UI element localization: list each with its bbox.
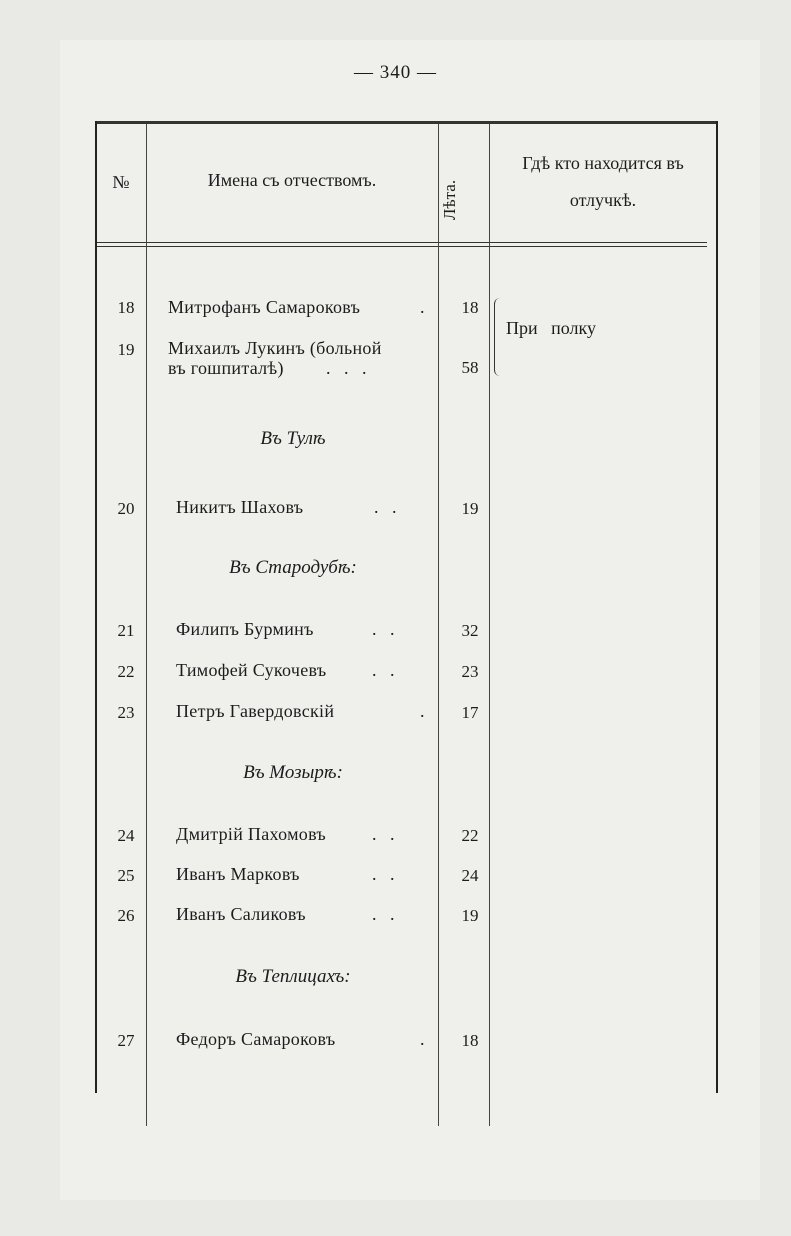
row-name: Никитъ Шаховъ bbox=[176, 497, 304, 517]
row-name: Митрофанъ Самароковъ bbox=[168, 297, 361, 317]
row-number: 23 bbox=[117, 703, 135, 722]
row-number: 25 bbox=[117, 866, 135, 885]
row-leader-dots: . bbox=[420, 701, 425, 721]
row-leader-dots: . . bbox=[372, 864, 395, 884]
row-leader-dots: . . . bbox=[326, 358, 367, 378]
row-leader-dots: . bbox=[420, 1029, 425, 1049]
table-left-border bbox=[95, 121, 97, 1093]
grouping-brace bbox=[494, 298, 505, 376]
row-number: 21 bbox=[117, 621, 135, 640]
row-number: 19 bbox=[117, 340, 135, 359]
row-age: 32 bbox=[461, 621, 479, 640]
row-name: Иванъ Марковъ bbox=[176, 864, 300, 884]
place-heading: Въ Тулѣ bbox=[260, 428, 326, 449]
header-separator-rule-1 bbox=[95, 242, 707, 243]
location-note: При полку bbox=[506, 318, 596, 338]
row-name: Иванъ Саликовъ bbox=[176, 904, 306, 924]
row-age: 18 bbox=[461, 298, 479, 317]
row-number: 24 bbox=[117, 826, 135, 845]
row-age: 17 bbox=[461, 703, 479, 722]
row-leader-dots: . . bbox=[372, 824, 395, 844]
row-leader-dots: . . bbox=[374, 497, 397, 517]
row-leader-dots: . . bbox=[372, 904, 395, 924]
row-name: Петръ Гавердовскій bbox=[176, 701, 335, 721]
header-separator-rule-2 bbox=[95, 246, 707, 247]
row-age: 23 bbox=[461, 662, 479, 681]
row-name: Дмитрій Пахомовъ bbox=[176, 824, 327, 844]
place-heading: Въ Теплицахъ: bbox=[235, 966, 351, 987]
page-sheet bbox=[60, 40, 760, 1200]
row-leader-dots: . bbox=[420, 297, 425, 317]
header-age: Лѣта. bbox=[440, 179, 459, 221]
table-right-border bbox=[716, 121, 718, 1093]
header-location-line1: Гдѣ кто находится въ bbox=[522, 153, 684, 173]
row-age: 24 bbox=[461, 866, 479, 885]
row-name: Тимофей Сукочевъ bbox=[176, 660, 327, 680]
place-heading: Въ Стародубѣ: bbox=[229, 557, 357, 578]
row-name: Филипъ Бурминъ bbox=[176, 619, 314, 639]
header-location-line2: отлучкѣ. bbox=[569, 190, 637, 210]
row-age: 18 bbox=[461, 1031, 479, 1050]
row-number: 22 bbox=[117, 662, 135, 681]
row-leader-dots: . . bbox=[372, 619, 395, 639]
header-number: № bbox=[112, 172, 130, 192]
row-age: 19 bbox=[461, 906, 479, 925]
row-number: 27 bbox=[117, 1031, 135, 1050]
row-age: 19 bbox=[461, 499, 479, 518]
header-names: Имена съ отчествомъ. bbox=[207, 170, 377, 190]
row-name: Федоръ Самароковъ bbox=[176, 1029, 336, 1049]
row-name-continuation: въ гошпиталѣ) bbox=[168, 358, 284, 378]
row-age: 22 bbox=[461, 826, 479, 845]
row-name: Михаилъ Лукинъ (больной bbox=[168, 338, 382, 358]
row-age: 58 bbox=[461, 358, 479, 377]
row-number: 18 bbox=[117, 298, 135, 317]
page-number: — 340 — bbox=[354, 62, 437, 83]
row-leader-dots: . . bbox=[372, 660, 395, 680]
row-number: 20 bbox=[117, 499, 135, 518]
table-top-rule bbox=[95, 121, 718, 124]
row-number: 26 bbox=[117, 906, 135, 925]
place-heading: Въ Мозырѣ: bbox=[243, 762, 343, 783]
